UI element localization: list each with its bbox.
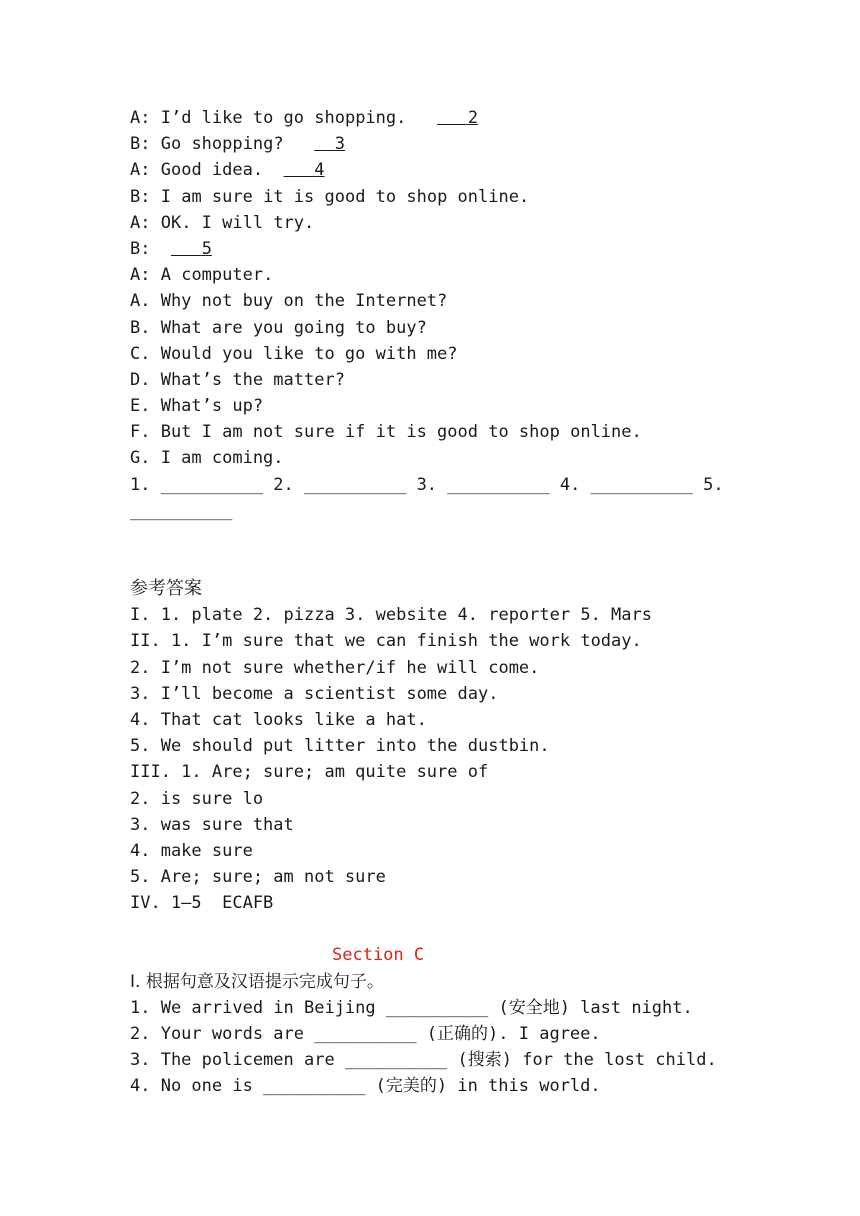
answer-line: 4. make sure [130, 840, 253, 861]
speaker: A: [130, 212, 151, 233]
dialogue-text: Go shopping? [160, 134, 284, 155]
answer-line: 5. Are; sure; am not sure [130, 867, 386, 888]
answer-line: IV. 1—5 ECAFB [130, 893, 274, 914]
exercise-item: 1. We arrived in Beijing __________ (安全地) last night. [130, 997, 693, 1018]
option-item: F. But I am not sure if it is good to shop online. [130, 422, 642, 443]
option-item: E. What’s up? [130, 396, 264, 417]
dialogue-blank: 5 [201, 238, 212, 259]
spacer [130, 524, 730, 576]
answer-key-heading: 参考答案 [130, 578, 202, 599]
answer-line: 2. I’m not sure whether/if he will come. [130, 657, 540, 678]
speaker: B: [130, 238, 151, 259]
answer-line: III. 1. Are; sure; am quite sure of [130, 762, 489, 783]
answer-line: I. 1. plate 2. pizza 3. website 4. reporter 5. Mars [130, 605, 652, 626]
answer-line: 4. That cat looks like a hat. [130, 709, 427, 730]
dialogue [130, 105, 730, 288]
dialogue-blank: 3 [334, 134, 346, 155]
dialogue-blank: 2 [467, 108, 479, 128]
dialogue-line [130, 157, 730, 183]
exercise-item: 2. Your words are __________ (正确的). I agree. [130, 1024, 601, 1044]
speaker: B: [130, 186, 151, 207]
dialogue-text: OK. I will try. [160, 212, 315, 233]
speaker: A: [130, 265, 151, 286]
exercise-item: 3. The policemen are __________ (搜索) for the lost child. [130, 1050, 717, 1071]
speaker: A: [130, 160, 151, 181]
answer-line: II. 1. I’m sure that we can finish the work today. [130, 631, 642, 652]
answer-line: 5. We should put litter into the dustbin. [130, 736, 550, 757]
answer-line: 3. I’ll become a scientist some day. [130, 683, 499, 704]
answer-line: 3. was sure that [130, 814, 294, 835]
answer-key [130, 576, 730, 916]
dialogue-line [130, 236, 730, 262]
speaker: B: [130, 134, 151, 155]
dialogue-line [130, 210, 730, 236]
section-c [130, 942, 730, 1099]
answer-line: 2. is sure lo [130, 788, 264, 809]
option-item: C. Would you like to go with me? [130, 343, 458, 364]
spacer [130, 916, 730, 942]
dialogue-line [130, 184, 730, 210]
section-title: Section C [332, 945, 425, 966]
dialogue-text: Good idea. [160, 160, 264, 181]
option-item: B. What are you going to buy? [130, 317, 427, 338]
dialogue-line [130, 105, 730, 131]
dialogue-text: A computer. [160, 265, 274, 286]
exercise-item: 4. No one is __________ (完美的) in this world. [130, 1076, 601, 1097]
document-page [130, 105, 730, 1100]
dialogue-text: I’d like to go shopping. [160, 108, 407, 128]
dialogue-line [130, 131, 730, 157]
dialogue-text: I am sure it is good to shop online. [160, 186, 530, 207]
option-item: A. Why not buy on the Internet? [130, 291, 448, 312]
option-item: G. I am coming. [130, 448, 284, 469]
answer-blanks-line-cont: __________ [130, 500, 233, 521]
dialogue-blank: 4 [314, 160, 325, 181]
speaker: A: [130, 108, 151, 128]
options-list [130, 288, 730, 471]
option-item: D. What’s the matter? [130, 369, 345, 390]
section-instruction: I. 根据句意及汉语提示完成句子。 [130, 971, 384, 992]
dialogue-line [130, 262, 730, 288]
answer-blanks-line: 1. __________ 2. __________ 3. __________ 4. __________ 5. [130, 474, 724, 495]
